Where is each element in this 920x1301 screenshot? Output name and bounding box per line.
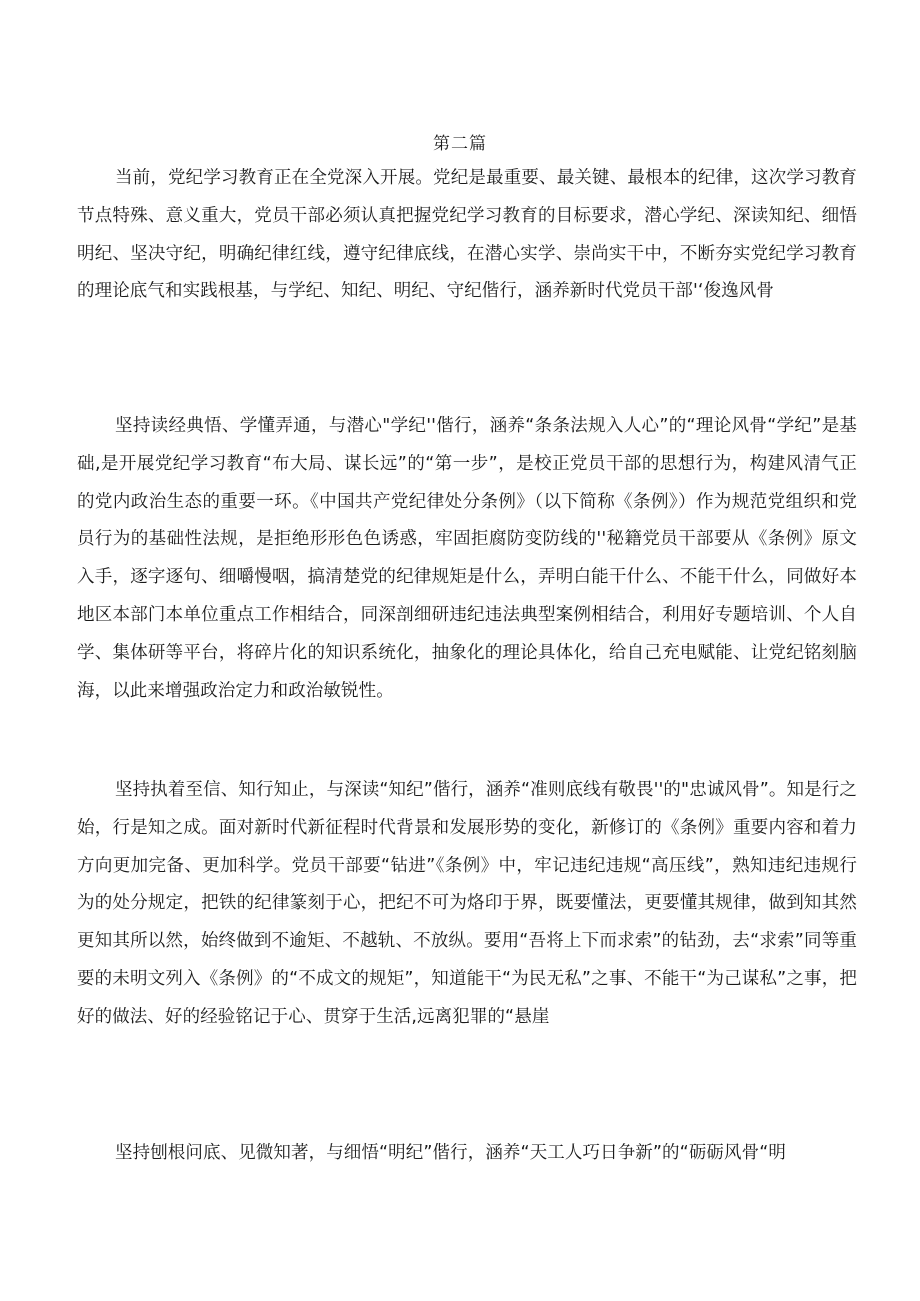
document-title: 第二篇 — [433, 134, 487, 154]
paragraph-mingji: 坚持刨根问底、见微知著，与细悟“明纪”偕行，涵养“天工人巧日争新”的“砺砺风骨“明 — [115, 1143, 786, 1163]
paragraph-xueji: 坚持读经典悟、学懂弄通，与潜心"学纪''偕行，涵养“条条法规入人心”的“理论风骨“学纪”是基础,是开展党纪学习教育“布大局、谋长远”的“第一步”，是校正党员干部的思想行为，构建风清气正的党内政治生态的重要一环。《中国共产党纪律处分条例》（以下简称《条例》）作为规范党组织和党员行为的基础性法规，是拒绝形形色色诱惑，牢固拒腐防变防线的''秘籍党员干部要从《条例》原文入手，逐字逐句、细嚼慢咽，搞清楚党的纪律规矩是什么，弄明白能干什么、不能干什么，同做好本地区本部门本单位重点工作相结合，同深剖细研违纪违法典型案例相结合，利用好专题培训、个人自学、集体研等平台，将碎片化的知识系统化，抽象化的理论具体化，给自己充电赋能、让党纪铭刻脑海，以此来增强政治定力和政治敏锐性。 — [77, 416, 857, 701]
paragraph-zhiji: 坚持执着至信、知行知止，与深读“知纪”偕行，涵养“准则底线有敬畏''的"忠诚风骨”。知是行之始，行是知之成。面对新时代新征程时代背景和发展形势的变化，新修订的《条例》重要内容和着力方向更加完备、更加科学。党员干部要“钻进”《条例》中，牢记违纪违规“高压线”，熟知违纪违规行为的处分规定，把铁的纪律篆刻于心，把纪不可为烙印于界，既要懂法，更要懂其规律，做到知其然更知其所以然，始终做到不逾矩、不越轨、不放纵。要用“吾将上下而求索”的钻劲，去“求索”同等重要的未明文列入《条例》的“不成文的规矩”，知道能干“为民无私”之事、不能干“为己谋私”之事，把好的做法、好的经验铭记于心、贯穿于生活,远离犯罪的“悬崖 — [77, 780, 857, 1027]
paragraph-intro: 当前，党纪学习教育正在全党深入开展。党纪是最重要、最关键、最根本的纪律，这次学习教育节点特殊、意义重大，党员干部必须认真把握党纪学习教育的目标要求，潜心学纪、深读知纪、细悟明纪、坚决守纪，明确纪律红线，遵守纪律底线，在潜心实学、崇尚实干中，不断夯实党纪学习教育的理论底气和实践根基，与学纪、知纪、明纪、守纪偕行，涵养新时代党员干部'‘俊逸风骨 — [77, 168, 857, 302]
